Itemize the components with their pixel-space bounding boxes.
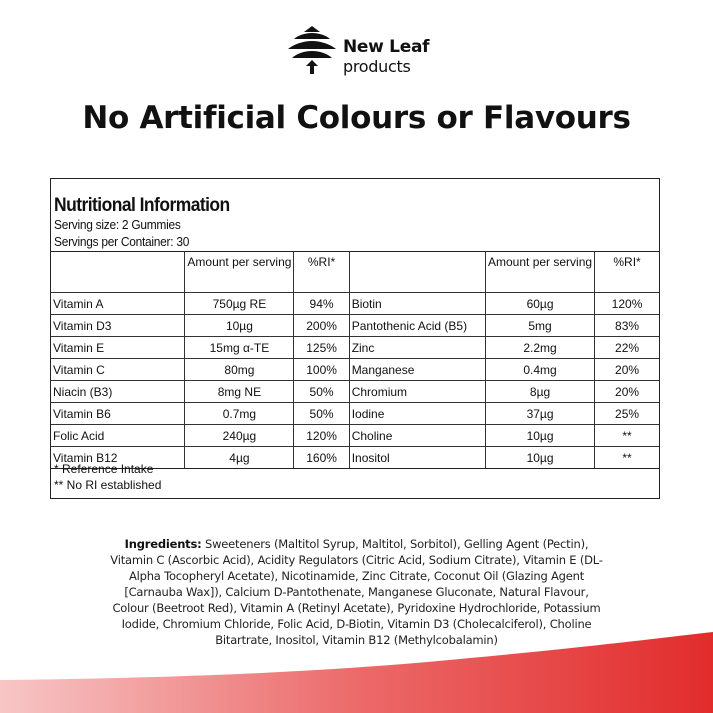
servings-per-container: Servings per Container: 30: [54, 234, 190, 249]
nutrient-ri: 50%: [294, 403, 349, 425]
nutrient-ri: 83%: [595, 315, 659, 337]
nutrient-amount: 0.4mg: [486, 359, 595, 381]
nutrient-name: Vitamin E: [51, 337, 185, 359]
nutrient-amount: 8mg NE: [185, 381, 294, 403]
nutrient-ri: 20%: [595, 359, 659, 381]
nutrient-amount: 60µg: [486, 293, 595, 315]
nutrient-amount: 80mg: [185, 359, 294, 381]
nutrient-name: Pantothenic Acid (B5): [349, 315, 485, 337]
nutrient-name: Vitamin D3: [51, 315, 185, 337]
nutrient-name: Iodine: [349, 403, 485, 425]
nutrient-name: Niacin (B3): [51, 381, 185, 403]
nutrient-ri: 200%: [294, 315, 349, 337]
table-row: [51, 425, 659, 447]
nutrient-name: Vitamin B6: [51, 403, 185, 425]
header-empty-right: [349, 252, 485, 293]
brand-subtitle: products: [343, 57, 411, 76]
nutrient-ri: **: [595, 447, 659, 469]
nutrient-name: Vitamin A: [51, 293, 185, 315]
nutrient-name: Zinc: [349, 337, 485, 359]
header-ri-right: %RI*: [595, 252, 659, 293]
table-row: [51, 403, 659, 425]
nutrient-name: Vitamin C: [51, 359, 185, 381]
footnote-reference-intake: * Reference Intake: [54, 462, 154, 476]
table-header-row: [51, 252, 659, 293]
ingredients-list: Sweeteners (Maltitol Syrup, Maltitol, Sorbitol), Gelling Agent (Pectin), Vitamin C (Ascorbic Acid), Acidity Regulators (Citric Acid, Sodium Citrate), Vitamin E (DL-Alpha Tocopheryl Acetate), Nicotinamide, Zinc Citrate, Coconut Oil (Glazing Agent [Carnauba Wax]), Calcium D-Pantothenate, Manganese Gluconate, Natural Flavour, Colour (Beetroot Red), Vitamin A (Retinyl Acetate), Pyridoxine Hydrochloride, Potassium Iodide, Chromium Chloride, Folic Acid, D-Biotin, Vitamin D3 (Cholecalciferol), Choline Bitartrate, Inositol, Vitamin B12 (Methylcobalamin): [110, 537, 603, 647]
table-row: [51, 315, 659, 337]
nutrient-amount: 4µg: [185, 447, 294, 469]
nutrient-ri: 125%: [294, 337, 349, 359]
nutrient-amount: 5mg: [486, 315, 595, 337]
serving-size: Serving size: 2 Gummies: [54, 217, 181, 232]
nutrition-panel: [50, 178, 660, 499]
nutrient-ri: 25%: [595, 403, 659, 425]
table-row: [51, 293, 659, 315]
nutrient-ri: 22%: [595, 337, 659, 359]
nutrient-name: Folic Acid: [51, 425, 185, 447]
header-ri-left: %RI*: [294, 252, 349, 293]
nutrient-ri: 120%: [294, 425, 349, 447]
headline: No Artificial Colours or Flavours: [82, 100, 631, 136]
nutrient-ri: 20%: [595, 381, 659, 403]
nutrient-ri: 160%: [294, 447, 349, 469]
nutrient-name: Manganese: [349, 359, 485, 381]
footnote-no-ri: ** No RI established: [54, 478, 162, 492]
nutrient-name: Vitamin B12: [51, 447, 185, 469]
table-row: [51, 381, 659, 403]
nutrient-amount: 10µg: [486, 447, 595, 469]
nutrient-amount: 750µg RE: [185, 293, 294, 315]
panel-title: Nutritional Information: [54, 195, 230, 216]
nutrient-name: Inositol: [349, 447, 485, 469]
nutrient-name: Biotin: [349, 293, 485, 315]
header-amount-right: Amount per serving: [486, 252, 595, 293]
nutrient-ri: 50%: [294, 381, 349, 403]
header-empty-left: [51, 252, 185, 293]
ingredients-label: Ingredients:: [124, 537, 202, 551]
nutrient-amount: 8µg: [486, 381, 595, 403]
red-swoosh-decoration: [0, 630, 713, 713]
nutrient-amount: 2.2mg: [486, 337, 595, 359]
nutrient-amount: 10µg: [486, 425, 595, 447]
table-row: [51, 359, 659, 381]
nutrient-amount: 240µg: [185, 425, 294, 447]
nutrient-ri: 120%: [595, 293, 659, 315]
nutrient-ri: **: [595, 425, 659, 447]
brand-name: New Leaf: [343, 37, 430, 57]
nutrient-amount: 37µg: [486, 403, 595, 425]
nutrient-amount: 0.7mg: [185, 403, 294, 425]
header-amount-left: Amount per serving: [185, 252, 294, 293]
nutrient-amount: 10µg: [185, 315, 294, 337]
table-row: [51, 337, 659, 359]
nutrient-ri: 100%: [294, 359, 349, 381]
nutrient-amount: 15mg α-TE: [185, 337, 294, 359]
nutrient-name: Chromium: [349, 381, 485, 403]
nutrient-name: Choline: [349, 425, 485, 447]
leaf-tree-icon: [286, 24, 338, 76]
nutrition-table: [51, 251, 659, 469]
nutrient-ri: 94%: [294, 293, 349, 315]
brand-logo: [286, 24, 436, 78]
